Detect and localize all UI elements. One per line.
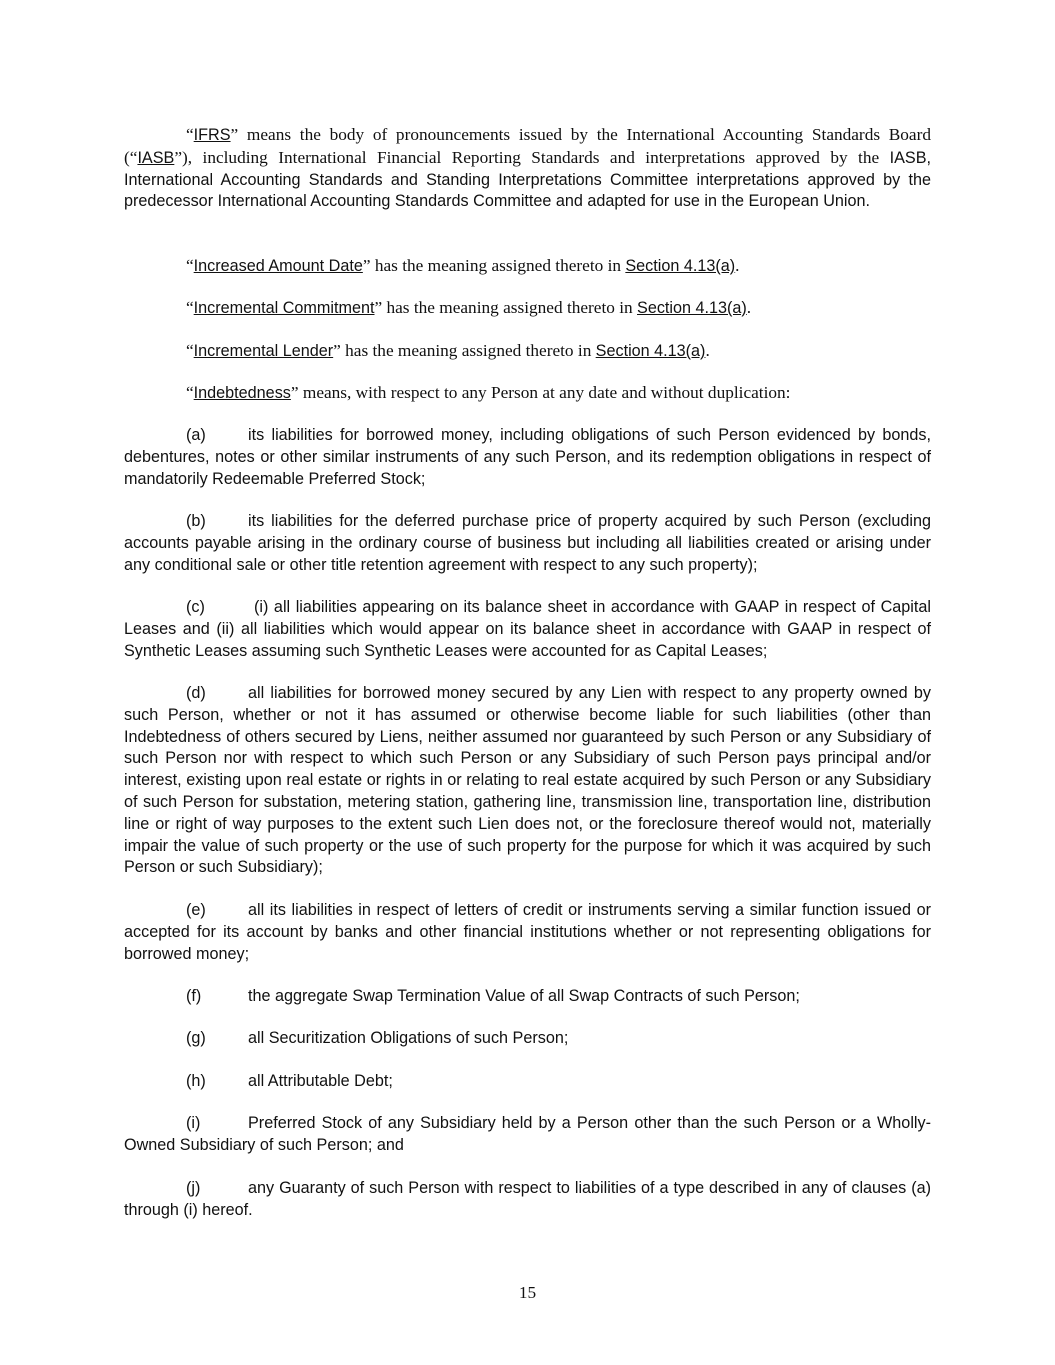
definition-text: ” has the meaning assigned thereto in [333, 341, 596, 360]
definition-text: ” has the meaning assigned thereto in [362, 256, 626, 275]
clause-text: any Guaranty of such Person with respect to liabilities of a type described in any of clauses (a) through (i) hereof. [124, 1179, 931, 1219]
defined-term: Increased Amount Date [193, 257, 363, 275]
clause-text: the aggregate Swap Termination Value of all Swap Contracts of such Person; [248, 987, 800, 1005]
clause-h [124, 1071, 931, 1093]
clause-a [124, 425, 931, 490]
period: . [705, 341, 710, 360]
clause-label: (d) [186, 684, 206, 702]
clause-text: Preferred Stock of any Subsidiary held by a Person other than the such Person or a Wholly-Owned Subsidiary of such Person; and [124, 1114, 931, 1154]
clause-i [124, 1113, 931, 1157]
quote-open: “ [186, 341, 194, 360]
section-reference: Section 4.13(a) [625, 257, 736, 275]
clause-label: (b) [186, 512, 206, 530]
clause-label: (f) [186, 987, 202, 1005]
clause-text: (i) all liabilities appearing on its balance sheet in accordance with GAAP in respect of Capital Leases and (ii) all liabilities which would appear on its balance sheet in accordance with GAAP in respect of Synthetic Leases assuming such Synthetic Leases were accounted for as Capital Leases; [124, 598, 931, 660]
clause-j [124, 1178, 931, 1222]
clause-label: (g) [186, 1029, 206, 1047]
defined-term: Indebtedness [193, 384, 291, 402]
quote-open: “ [186, 298, 194, 317]
clause-text: all liabilities for borrowed money secured by any Lien with respect to any property owned by such Person, whether or not it has assumed or otherwise become liable for such liabilities (other than Indebtedness of others secured by Liens, neither assumed nor guaranteed by such Person or any Subsidiary of such Person nor with respect to which such Person or any Subsidiary of such Person pays principal and/or interest, existing upon real estate or rights in or relating to real estate acquired by such Person or any Subsidiary of such Person for substation, metering station, gathering line, transmission line, transportation line, distribution line or right of way purposes to the extent such Lien does not, or the foreclosure thereof would not, materially impair the value of such property or the use of such property for the purpose for which it was acquired by such Person or such Subsidiary); [124, 684, 931, 877]
definition-text: ” has the meaning assigned thereto in [374, 298, 638, 317]
period: . [735, 256, 740, 275]
section-reference: Section 4.13(a) [595, 342, 706, 360]
quote-open: “ [186, 125, 194, 144]
definition-text: ” means the body of pronouncements issued by the International Accounting Standards Board (“ [124, 125, 931, 167]
clause-label: (c) [186, 598, 205, 616]
definition-text: ” means, with respect to any Person at any date and without duplication: [290, 383, 791, 402]
definition-increased-amount-date [124, 255, 931, 278]
clause-b [124, 511, 931, 576]
defined-term: IFRS [193, 126, 231, 144]
definition-text: ”), including International Financial Reporting Standards and interpretations approved by the [174, 147, 890, 167]
clause-text: all Attributable Debt; [248, 1072, 393, 1090]
section-reference: Section 4.13(a) [637, 299, 747, 317]
quote-open: “ [186, 383, 194, 402]
clause-c [124, 597, 931, 662]
clause-text: its liabilities for the deferred purchase price of property acquired by such Person (excluding accounts payable arising in the ordinary course of business but including all liabilities created or arising under any conditional sale or other title retention agreement with respect to any such property); [124, 512, 931, 574]
clause-e [124, 900, 931, 965]
clause-f [124, 986, 931, 1008]
clause-text: all its liabilities in respect of letters of credit or instruments serving a similar function issued or accepted for its account by banks and other financial institutions whether or not representing obligations for borrowed money; [124, 901, 931, 963]
clause-label: (a) [186, 426, 206, 444]
clause-label: (i) [186, 1114, 201, 1132]
definition-text: IASB, International Accounting Standards and Standing Interpretations Committee interpretations approved by the predecessor International Accounting Standards Committee and adapted for use in the European Union. [124, 148, 931, 211]
clause-label: (h) [186, 1072, 206, 1090]
page-number: 15 [518, 1283, 537, 1302]
clause-label: (j) [186, 1179, 201, 1197]
period: . [746, 298, 752, 317]
clause-g [124, 1028, 931, 1050]
definition-incremental-lender [124, 340, 931, 363]
clause-text: its liabilities for borrowed money, including obligations of such Person evidenced by bonds, debentures, notes or other similar instruments of any such Person, and its redemption obligations in respect of mandatorily Redeemable Preferred Stock; [124, 426, 931, 488]
defined-term: IASB [137, 148, 175, 167]
quote-open: “ [186, 256, 194, 275]
definition-indebtedness [124, 382, 931, 405]
definition-incremental-commitment [124, 297, 931, 320]
clause-label: (e) [186, 901, 206, 919]
clause-text: all Securitization Obligations of such Person; [248, 1029, 569, 1047]
defined-term: Incremental Commitment [193, 299, 375, 317]
clause-d [124, 683, 931, 879]
definition-ifrs [124, 124, 931, 213]
defined-term: Incremental Lender [193, 342, 334, 360]
